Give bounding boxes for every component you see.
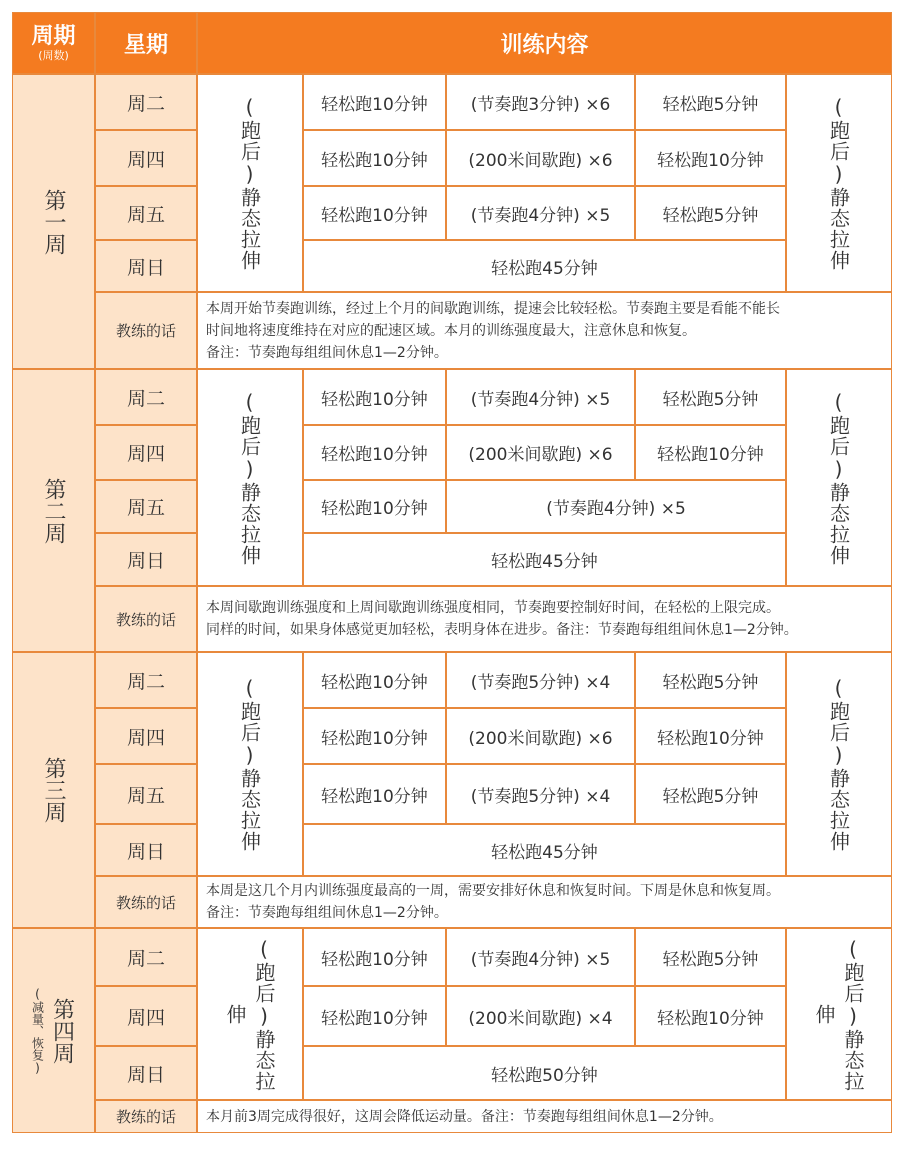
workout-cell [303,74,446,130]
workout-cell [635,186,786,240]
week-4-subtitle: (减量、恢复) [30,986,45,1075]
workout-cell [303,764,446,824]
stretch-text: (跑后)静态拉伸 [237,389,262,566]
header-weekday [95,12,197,74]
workout-cell [303,652,446,708]
header-period [12,12,95,74]
workout-cell [303,480,446,533]
header-period-label: 周期 [31,23,76,49]
workout-text: 轻松跑5分钟 [662,205,759,226]
workout-cell-full [303,1046,786,1100]
workout-text: 轻松跑5分钟 [662,672,759,693]
workout-cell [303,425,446,480]
week-label-4 [12,928,95,1133]
workout-cell [303,708,446,764]
header-weekday-label: 星期 [123,32,168,58]
weekday-cell [95,533,197,586]
coach-note-line: 本周间歇跑训练强度和上周间歇跑训练强度相同，节奏跑要控制好时间，在轻松的上限完成。 [206,600,780,616]
weekday-label: 周日 [126,1063,165,1086]
workout-text: 轻松跑10分钟 [321,1008,428,1029]
workout-text: 轻松跑10分钟 [321,499,428,519]
coach-note [197,292,892,369]
coach-label-text: 教练的话 [115,1108,176,1126]
workout-cell [635,986,786,1046]
stretch-text: (跑后)静态拉伸 [237,95,262,271]
workout-text: (200米间歇跑) ×6 [468,728,613,749]
workout-cell [446,986,635,1046]
stretch-text: (跑后)静态拉伸 [237,676,262,852]
workout-cell [635,708,786,764]
weekday-cell [95,369,197,425]
weekday-label: 周四 [126,443,165,465]
header-period-sublabel: (周数) [38,48,69,62]
post-run-stretch-left [197,652,303,876]
coach-note-line: 本月前3周完成得很好，这周会降低运动量。备注：节奏跑每组组间休息1—2分钟。 [206,1108,723,1125]
weekday-label: 周五 [126,784,165,807]
workout-cell [446,652,635,708]
workout-text: 轻松跑10分钟 [657,1008,764,1029]
workout-text: (节奏跑4分钟) ×5 [470,205,611,226]
coach-note-line: 同样的时间，如果身体感觉更加轻松，表明身体在进步。备注：节奏跑每组组间休息1—2分钟。 [206,622,798,638]
coach-note-line: 本周是这几个月内训练强度最高的一周，需要安排好休息和恢复时间。下周是休息和恢复周。 [206,883,780,899]
workout-text: (200米间歇跑) ×6 [468,445,613,465]
week-label-3 [12,652,95,928]
post-run-stretch-right [786,74,892,292]
weekday-label: 周二 [126,387,165,410]
weekday-label: 周四 [126,726,165,749]
workout-cell [635,130,786,186]
week-label-2 [12,369,95,652]
weekday-label: 周二 [126,947,165,970]
workout-text: 轻松跑10分钟 [321,150,428,171]
coach-note [197,876,892,928]
training-plan-table [12,12,892,1133]
weekday-label: 周日 [126,256,165,279]
workout-text: (节奏跑4分钟) ×5 [470,949,611,970]
workout-text: (200米间歇跑) ×4 [468,1008,613,1029]
workout-cell [446,130,635,186]
workout-text: 轻松跑10分钟 [321,728,428,749]
workout-cell [635,369,786,425]
post-run-stretch-right [786,369,892,586]
coach-label-text: 教练的话 [115,610,176,629]
weekday-label: 周四 [126,1006,165,1029]
weekday-label: 周二 [126,670,165,693]
workout-cell [446,74,635,130]
workout-cell [303,928,446,986]
weekday-cell [95,708,197,764]
workout-text: 轻松跑10分钟 [321,786,428,807]
workout-cell [635,425,786,480]
coach-label [95,876,197,928]
stretch-text: (跑后)静态拉伸 [223,936,276,1092]
weekday-cell [95,130,197,186]
workout-cell [446,928,635,986]
workout-text: 轻松跑10分钟 [321,205,428,226]
coach-label [95,1100,197,1133]
workout-cell [635,74,786,130]
coach-note [197,586,892,652]
week-4-label-group [30,987,78,1075]
workout-cell [635,928,786,986]
workout-cell [635,764,786,824]
weekday-cell [95,480,197,533]
workout-text: 轻松跑10分钟 [321,389,428,410]
workout-text: 轻松跑5分钟 [662,949,759,970]
weekday-cell [95,186,197,240]
coach-note-line: 本周开始节奏跑训练，经过上个月的间歇跑训练，提速会比较轻松。节奏跑主要是看能不能长 [206,300,780,317]
workout-cell [303,186,446,240]
workout-text: 轻松跑45分钟 [491,842,598,863]
header-content-label: 训练内容 [500,32,589,58]
workout-text: (节奏跑5分钟) ×4 [470,786,611,807]
coach-note [197,1100,892,1133]
stretch-text: (跑后)静态拉伸 [812,936,865,1092]
coach-note-line: 备注：节奏跑每组组间休息1—2分钟。 [206,344,448,361]
post-run-stretch-right [786,928,892,1100]
coach-label-text: 教练的话 [115,322,176,340]
post-run-stretch-left [197,928,303,1100]
week-1-title: 第一周 [41,188,66,255]
workout-text: (节奏跑4分钟) ×5 [470,389,611,410]
workout-cell [303,369,446,425]
weekday-cell [95,824,197,876]
coach-note-line: 备注：节奏跑每组组间休息1—2分钟。 [206,905,448,921]
workout-text: 轻松跑10分钟 [657,445,764,465]
workout-text: 轻松跑5分钟 [662,94,759,115]
coach-label [95,586,197,652]
workout-text: (节奏跑3分钟) ×6 [470,94,611,115]
weekday-cell [95,74,197,130]
weekday-label: 周四 [126,148,165,171]
workout-cell-wide [446,480,786,533]
post-run-stretch-right [786,652,892,876]
stretch-text: (跑后)静态拉伸 [826,389,851,566]
workout-text: 轻松跑50分钟 [491,1065,598,1086]
weekday-cell [95,240,197,292]
weekday-cell [95,1046,197,1100]
workout-cell [446,425,635,480]
workout-text: (节奏跑5分钟) ×4 [470,672,611,693]
workout-cell [303,130,446,186]
weekday-cell [95,425,197,480]
workout-text: 轻松跑10分钟 [321,949,428,970]
week-4-title: 第四周 [49,997,75,1064]
weekday-label: 周五 [126,497,165,519]
workout-text: 轻松跑5分钟 [662,389,759,410]
workout-cell [303,986,446,1046]
weekday-cell [95,764,197,824]
stretch-text: (跑后)静态拉伸 [826,95,851,271]
header-content [197,12,892,74]
workout-cell [446,708,635,764]
workout-text: (200米间歇跑) ×6 [468,150,613,171]
workout-text: (节奏跑4分钟) ×5 [546,499,686,519]
post-run-stretch-left [197,74,303,292]
workout-text: 轻松跑10分钟 [321,445,428,465]
weekday-label: 周日 [126,840,165,863]
post-run-stretch-left [197,369,303,586]
coach-label [95,292,197,369]
week-2-title: 第二周 [41,477,66,544]
weekday-cell [95,652,197,708]
weekday-label: 周五 [126,203,165,226]
workout-text: 轻松跑45分钟 [491,552,598,572]
workout-text: 轻松跑10分钟 [657,728,764,749]
weekday-label: 周日 [126,550,165,572]
workout-text: 轻松跑10分钟 [321,94,428,115]
workout-cell [446,369,635,425]
workout-cell-full [303,824,786,876]
weekday-label: 周二 [126,92,165,115]
coach-note-line: 时间地将速度维持在对应的配速区域。本月的训练强度最大，注意休息和恢复。 [206,322,696,339]
workout-cell [635,652,786,708]
workout-text: 轻松跑5分钟 [662,786,759,807]
week-3-title: 第三周 [41,757,66,823]
weekday-cell [95,928,197,986]
stretch-text: (跑后)静态拉伸 [826,676,851,852]
workout-cell [446,764,635,824]
coach-label-text: 教练的话 [115,893,176,912]
workout-text: 轻松跑10分钟 [657,150,764,171]
weekday-cell [95,986,197,1046]
workout-cell-full [303,533,786,586]
workout-text: 轻松跑10分钟 [321,672,428,693]
week-label-1 [12,74,95,369]
workout-text: 轻松跑45分钟 [491,258,598,279]
workout-cell-full [303,240,786,292]
workout-cell [446,186,635,240]
